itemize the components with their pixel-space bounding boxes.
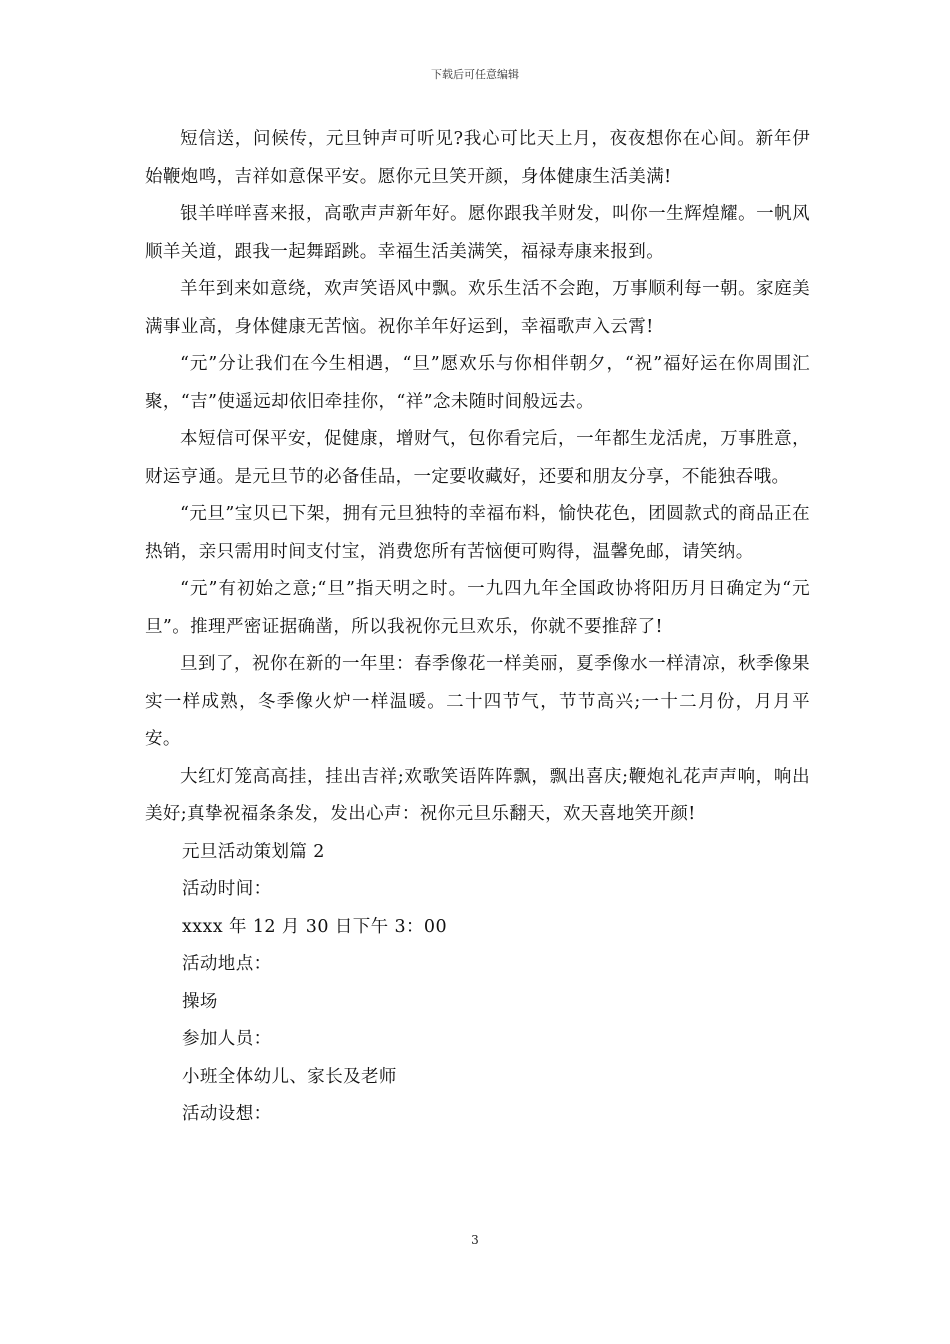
page-number: 3 (471, 1233, 479, 1247)
activity-location-value: 操场 (182, 991, 218, 1012)
paragraph-seasons: 旦到了，祝你在新的一年里：春季像花一样美丽，夏季像水一样清凉，秋季像果实一样成熟，冬季像火炉一样温暖。二十四节气，节节高兴;一十二月份，月月平安。 (145, 654, 810, 749)
paragraph-lanterns: 大红灯笼高高挂，挂出吉祥;欢歌笑语阵阵飘，飘出喜庆;鞭炮礼花声声响，响出美好;真挚祝福条条发，发出心声：祝你元旦乐翻天，欢天喜地笑开颜! (145, 766, 810, 824)
activity-location-label: 活动地点： (182, 954, 272, 974)
paragraph-safe-sms: 本短信可保平安，促健康，增财气，包你看完后，一年都生龙活虎，万事胜意，财运亨通。是元旦节的必备佳品，一定要收藏好，还要和朋友分享，不能独吞哦。 (145, 429, 810, 487)
paragraph-sheep-year: 羊年到来如意绕，欢声笑语风中飘。欢乐生活不会跑，万事顺利每一朝。家庭美满事业高，身体健康无苦恼。祝你羊年好运到，幸福歌声入云霄! (145, 279, 810, 337)
paragraph-meaning: “元”有初始之意;“旦”指天明之时。一九四九年全国政协将阳历月日确定为“元旦”。推理严密证据确凿，所以我祝你元旦欢乐，你就不要推辞了! (145, 579, 810, 637)
activity-time-label: 活动时间： (182, 879, 272, 899)
paragraph-treasure: “元旦”宝贝已下架，拥有元旦独特的幸福布料，愉快花色，团圆款式的商品正在热销，亲只需用时间支付宝，消费您所有苦恼便可购得，温馨免邮，请笑纳。 (145, 504, 810, 562)
paragraph-acrostic: “元”分让我们在今生相遇，“旦”愿欢乐与你相伴朝夕，“祝”福好运在你周围汇聚，“吉”使遥远却依旧牵挂你，“祥”念未随时间般远去。 (145, 354, 810, 412)
activity-time-value: xxxx 年 12 月 30 日下午 3：00 (182, 916, 447, 937)
page-header: 下载后可任意编辑 (431, 68, 519, 81)
activity-plan-label: 活动设想： (182, 1104, 272, 1124)
paragraph-sms-greeting: 短信送，问候传，元旦钟声可听见?我心可比天上月，夜夜想你在心间。新年伊始鞭炮鸣，吉祥如意保平安。愿你元旦笑开颜，身体健康生活美满! (145, 129, 810, 187)
document-body (145, 121, 810, 1134)
participants-value: 小班全体幼儿、家长及老师 (182, 1066, 397, 1087)
paragraph-silver-sheep: 银羊咩咩喜来报，高歌声声新年好。愿你跟我羊财发，叫你一生辉煌耀。一帆风顺羊关道，跟我一起舞蹈跳。幸福生活美满笑，福禄寿康来报到。 (145, 204, 810, 262)
participants-label: 参加人员： (182, 1029, 272, 1049)
section-heading: 元旦活动策划篇 2 (182, 841, 325, 862)
